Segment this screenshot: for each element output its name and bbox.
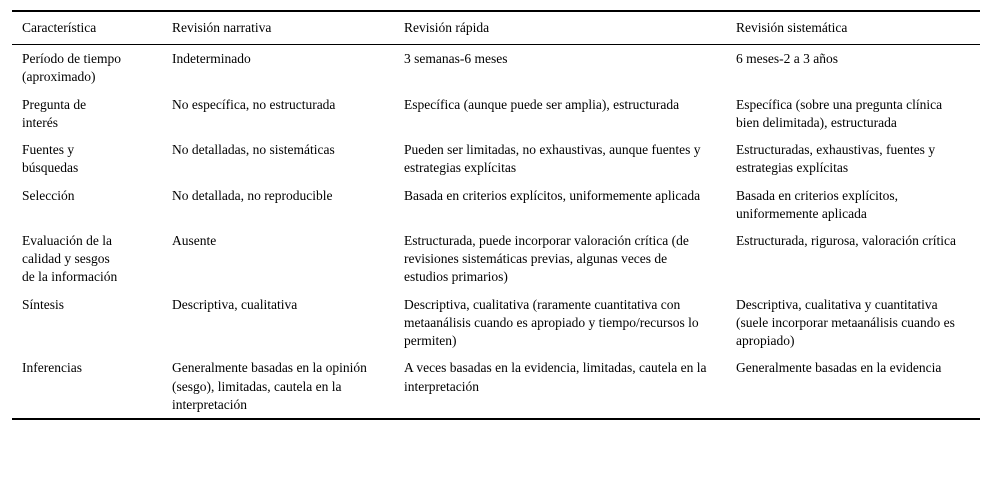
table-body (12, 45, 980, 419)
review-comparison-table (12, 10, 980, 420)
table-cell: A veces basadas en la evidencia, limitadas, cautela en la interpretación (404, 360, 707, 394)
table-cell: 3 semanas-6 meses (404, 51, 508, 67)
table-cell: Basada en criterios explícitos, uniformemente aplicada (736, 187, 898, 221)
row-feature-label: Período de tiempo (aproximado) (22, 51, 121, 85)
column-header: Revisión narrativa (172, 20, 272, 35)
table-row (12, 136, 980, 181)
column-header: Característica (22, 20, 97, 35)
table-cell: Estructuradas, exhaustivas, fuentes y estrategias explícitas (736, 142, 936, 176)
column-header: Revisión rápida (404, 20, 490, 35)
table-cell: Específica (aunque puede ser amplia), estructurada (404, 96, 680, 112)
row-feature-label: Pregunta de interés (22, 96, 87, 130)
table-cell: No detalladas, no sistemáticas (172, 142, 335, 158)
table-row (12, 227, 980, 291)
table-cell: 6 meses-2 a 3 años (736, 51, 838, 67)
table-cell: Descriptiva, cualitativa (172, 296, 298, 312)
table-row (12, 45, 980, 91)
table-header-row (12, 11, 980, 45)
table-head (12, 11, 980, 45)
table-cell: Ausente (172, 232, 217, 248)
table-cell: Descriptiva, cualitativa y cuantitativa (suele incorporar metaanálisis cuando es apropiado) (736, 296, 955, 349)
table-row (12, 91, 980, 136)
row-feature-label: Selección (22, 187, 75, 203)
table-cell: Pueden ser limitadas, no exhaustivas, aunque fuentes y estrategias explícitas (404, 142, 701, 176)
table-cell: Estructurada, rigurosa, valoración crítica (736, 232, 957, 248)
table-row (12, 354, 980, 419)
row-feature-label: Inferencias (22, 360, 82, 376)
table-row (12, 182, 980, 227)
row-feature-label: Fuentes y búsquedas (22, 142, 79, 176)
row-feature-label: Síntesis (22, 296, 65, 312)
table-cell: No detallada, no reproducible (172, 187, 333, 203)
table-cell: Generalmente basadas en la evidencia (736, 360, 942, 376)
column-header: Revisión sistemática (736, 20, 848, 35)
table-cell: Específica (sobre una pregunta clínica bien delimitada), estructurada (736, 96, 943, 130)
table-cell: No específica, no estructurada (172, 96, 336, 112)
table-cell: Descriptiva, cualitativa (raramente cuantitativa con metaanálisis cuando es apropiado y tiempo/recursos lo permiten) (404, 296, 699, 349)
table-cell: Generalmente basadas en la opinión (sesgo), limitadas, cautela en la interpretación (172, 360, 367, 412)
table-cell: Estructurada, puede incorporar valoración crítica (de revisiones sistemáticas previas, algunas veces de estudios primarios) (404, 232, 689, 285)
table-cell: Indeterminado (172, 51, 251, 67)
row-feature-label: Evaluación de la calidad y sesgos de la información (22, 232, 118, 285)
table-cell: Basada en criterios explícitos, uniformemente aplicada (404, 187, 701, 203)
table-row (12, 291, 980, 355)
